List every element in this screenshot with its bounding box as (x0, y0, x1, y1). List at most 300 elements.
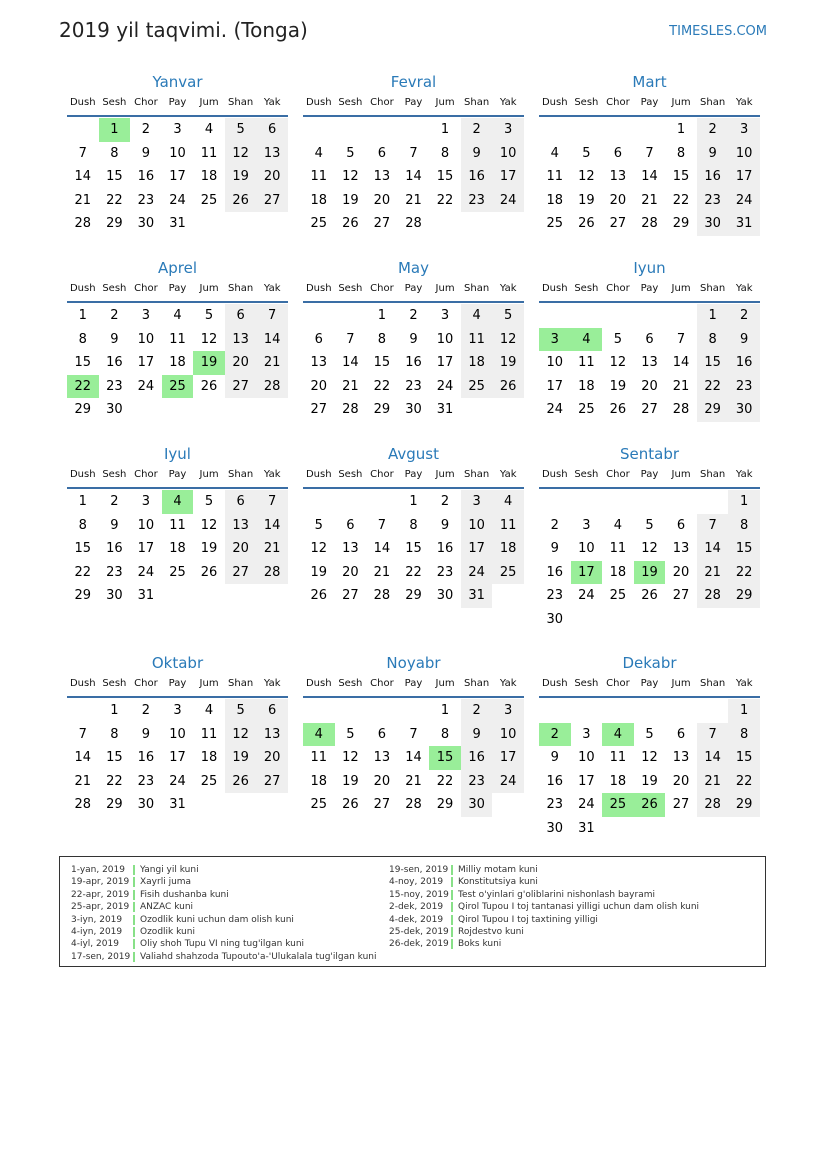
day-cell: 31 (578, 820, 595, 836)
day-cell: 24 (137, 564, 155, 580)
day-cell: 9 (728, 328, 760, 352)
weekday-header: Sesh (102, 283, 127, 294)
day-cell: 16 (137, 169, 155, 184)
day-cell: 4 (204, 122, 214, 137)
weekday-header: Sesh (574, 469, 599, 480)
weekday-header: Shan (228, 678, 254, 689)
day-cell: 25 (609, 588, 627, 603)
day-cell: 11 (310, 169, 328, 184)
day-cell: 8 (728, 723, 760, 747)
day-cell: 22 (728, 770, 760, 794)
weekday-header: Shan (700, 678, 726, 689)
weekday-header: Jum (671, 469, 691, 480)
day-cell: 13 (672, 750, 690, 765)
weekday-header: Dush (541, 469, 568, 480)
legend-date: 26-dek, 2019 (389, 939, 449, 950)
weekday-header: Yak (263, 678, 281, 689)
day-cell: 29 (106, 216, 123, 231)
day-cell: 27 (672, 797, 690, 812)
day-cell: 18 (310, 192, 328, 208)
weekday-header: Jum (199, 469, 219, 480)
month-name: Oktabr (151, 654, 204, 672)
day-cell: 21 (256, 537, 288, 561)
day-cell: 18 (609, 773, 627, 789)
header-divider (539, 696, 760, 698)
day-cell: 20 (256, 746, 288, 770)
day-cell: 18 (310, 773, 328, 789)
day-cell: 24 (546, 402, 564, 417)
day-cell: 20 (373, 192, 391, 208)
day-cell: 26 (310, 588, 328, 603)
legend-date: 25-apr, 2019 (71, 902, 130, 913)
day-cell: 14 (373, 541, 391, 556)
day-cell: 20 (310, 378, 328, 394)
holiday-day-cell: 4 (602, 723, 634, 747)
day-cell: 10 (137, 517, 155, 533)
day-cell: 25 (546, 216, 564, 231)
day-cell: 2 (141, 703, 151, 718)
weekday-header: Chor (134, 97, 158, 108)
day-cell: 11 (200, 726, 218, 742)
day-cell: 22 (436, 192, 454, 208)
day-cell: 13 (609, 169, 627, 184)
legend-marker (133, 865, 135, 875)
weekday-header: Pay (404, 678, 423, 689)
weekday-header: Shan (228, 283, 254, 294)
day-cell: 23 (546, 797, 564, 812)
day-cell: 15 (373, 355, 391, 370)
weekday-header: Sesh (338, 97, 363, 108)
month-name: Iyun (633, 259, 666, 277)
day-cell: 5 (582, 145, 591, 161)
day-cell: 24 (578, 797, 595, 812)
weekday-header: Jum (199, 283, 219, 294)
weekday-header: Pay (168, 678, 187, 689)
day-cell: 28 (74, 216, 92, 231)
day-cell: 22 (405, 564, 422, 580)
day-cell: 20 (672, 564, 690, 580)
day-cell: 25 (169, 564, 186, 580)
day-cell: 30 (436, 588, 454, 603)
day-cell: 8 (110, 145, 119, 161)
header-divider (303, 696, 524, 698)
day-cell: 31 (461, 584, 493, 608)
day-cell: 26 (200, 378, 218, 394)
day-cell: 2 (141, 122, 151, 137)
day-cell: 25 (200, 773, 218, 789)
day-cell: 26 (641, 588, 658, 603)
weekday-header: Sesh (102, 678, 127, 689)
day-cell: 12 (310, 541, 328, 556)
day-cell: 28 (697, 584, 729, 608)
weekday-header: Yak (263, 469, 281, 480)
weekday-header: Pay (640, 283, 659, 294)
weekday-header: Dush (69, 97, 96, 108)
day-cell: 2 (461, 699, 493, 723)
day-cell: 13 (373, 750, 391, 765)
day-cell: 22 (106, 773, 123, 789)
day-cell: 11 (310, 750, 328, 765)
day-cell: 27 (310, 402, 328, 417)
weekday-header: Jum (435, 283, 455, 294)
day-cell: 8 (110, 726, 119, 742)
day-cell: 18 (461, 351, 493, 375)
day-cell: 4 (550, 145, 559, 161)
day-cell: 24 (492, 189, 524, 213)
day-cell: 23 (461, 189, 493, 213)
day-cell: 12 (200, 517, 218, 533)
day-cell: 24 (492, 770, 524, 794)
day-cell: 17 (492, 165, 524, 189)
holiday-day-cell: 15 (429, 746, 461, 770)
day-cell: 4 (492, 490, 524, 514)
day-cell: 30 (546, 611, 564, 627)
day-cell: 21 (405, 773, 422, 789)
weekday-header: Dush (305, 469, 332, 480)
day-cell: 21 (373, 564, 391, 580)
day-cell: 19 (492, 351, 524, 375)
day-cell: 31 (137, 588, 155, 603)
legend-name: Valiahd shahzoda Tupouto'a-'Ulukalala tug'ilgan kuni (140, 951, 377, 962)
day-cell: 13 (641, 355, 658, 370)
day-cell: 18 (169, 541, 186, 556)
day-cell: 7 (78, 726, 87, 742)
day-cell: 5 (613, 331, 623, 347)
day-cell: 17 (461, 537, 493, 561)
legend-name: Test o'yinlari g'oliblarini nishonlash bayrami (458, 889, 655, 900)
day-cell: 14 (256, 328, 288, 352)
day-cell: 31 (436, 402, 454, 417)
day-cell: 19 (578, 192, 595, 208)
day-cell: 1 (728, 699, 760, 723)
day-cell: 18 (169, 355, 186, 370)
day-cell: 30 (106, 402, 123, 417)
day-cell: 20 (225, 537, 257, 561)
day-cell: 12 (609, 355, 627, 370)
day-cell: 20 (641, 378, 658, 394)
month-name: Mart (632, 73, 667, 91)
day-cell: 7 (409, 145, 418, 161)
day-cell: 3 (173, 122, 182, 137)
day-cell: 25 (200, 192, 218, 208)
month-name: Yanvar (152, 73, 203, 91)
day-cell: 11 (609, 750, 627, 765)
weekday-header: Yak (735, 97, 753, 108)
month-name: Avgust (388, 445, 439, 463)
day-cell: 2 (409, 308, 418, 323)
day-cell: 27 (672, 588, 690, 603)
legend-marker (133, 877, 135, 887)
legend-date: 1-yan, 2019 (71, 865, 125, 875)
day-cell: 9 (697, 142, 729, 166)
day-cell: 25 (578, 402, 595, 417)
day-cell: 3 (440, 308, 450, 323)
day-cell: 23 (106, 378, 123, 394)
day-cell: 16 (106, 541, 123, 556)
day-cell: 1 (697, 304, 729, 328)
day-cell: 3 (492, 118, 524, 142)
page-title: 2019 yil taqvimi. (Tonga) (59, 18, 308, 42)
day-cell: 7 (645, 145, 654, 161)
day-cell: 25 (492, 561, 524, 585)
day-cell: 26 (492, 375, 524, 399)
header-divider (67, 487, 288, 489)
day-cell: 31 (169, 216, 186, 231)
day-cell: 23 (137, 773, 155, 789)
day-cell: 24 (728, 189, 760, 213)
day-cell: 20 (225, 351, 257, 375)
weekday-header: Pay (640, 97, 659, 108)
day-cell: 19 (641, 773, 658, 789)
day-cell: 16 (546, 564, 564, 580)
day-cell: 8 (409, 517, 418, 533)
day-cell: 14 (74, 750, 92, 765)
holiday-day-cell: 4 (162, 490, 194, 514)
day-cell: 13 (225, 328, 257, 352)
day-cell: 9 (461, 723, 493, 747)
holiday-day-cell: 4 (303, 723, 335, 747)
header-divider (303, 487, 524, 489)
day-cell: 28 (342, 402, 359, 417)
day-cell: 28 (256, 375, 288, 399)
day-cell: 7 (697, 723, 729, 747)
day-cell: 10 (169, 145, 186, 161)
legend-marker (133, 902, 135, 912)
day-cell: 11 (200, 145, 218, 161)
day-cell: 17 (436, 355, 454, 370)
day-cell: 27 (225, 375, 257, 399)
day-cell: 7 (346, 331, 355, 347)
legend-marker (451, 939, 453, 949)
day-cell: 19 (225, 746, 257, 770)
brand-link[interactable]: TIMESLES.COM (669, 24, 767, 39)
holiday-day-cell: 22 (67, 375, 99, 399)
weekday-header: Pay (168, 97, 187, 108)
legend-marker (451, 902, 453, 912)
weekday-header: Shan (700, 469, 726, 480)
day-cell: 11 (578, 355, 595, 370)
weekday-header: Chor (370, 283, 394, 294)
weekday-header: Yak (263, 283, 281, 294)
day-cell: 2 (110, 308, 119, 323)
day-cell: 10 (461, 514, 493, 538)
day-cell: 5 (645, 517, 654, 533)
weekday-header: Shan (228, 97, 254, 108)
day-cell: 19 (310, 564, 328, 580)
day-cell: 14 (256, 514, 288, 538)
day-cell: 2 (461, 118, 493, 142)
day-cell: 7 (409, 726, 418, 742)
day-cell: 8 (78, 331, 87, 347)
day-cell: 1 (78, 308, 87, 323)
day-cell: 13 (256, 142, 288, 166)
day-cell: 2 (440, 494, 450, 509)
day-cell: 12 (641, 750, 658, 765)
day-cell: 28 (405, 216, 422, 231)
weekday-header: Dush (541, 97, 568, 108)
day-cell: 22 (373, 378, 391, 394)
legend-name: Oliy shoh Tupu VI ning tug'ilgan kuni (140, 939, 305, 950)
day-cell: 4 (461, 304, 493, 328)
day-cell: 24 (578, 588, 595, 603)
month-name: Dekabr (622, 654, 677, 672)
day-cell: 7 (697, 514, 729, 538)
legend-name: Fisih dushanba kuni (140, 889, 229, 900)
day-cell: 30 (697, 212, 729, 236)
day-cell: 17 (137, 355, 155, 370)
day-cell: 18 (492, 537, 524, 561)
day-cell: 15 (106, 169, 123, 184)
day-cell: 10 (578, 541, 595, 556)
day-cell: 1 (377, 308, 387, 323)
legend-marker (451, 915, 453, 925)
day-cell: 11 (609, 541, 627, 556)
weekday-header: Yak (735, 283, 753, 294)
day-cell: 26 (342, 797, 359, 812)
day-cell: 30 (106, 588, 123, 603)
day-cell: 27 (373, 216, 391, 231)
weekday-header: Shan (464, 283, 490, 294)
day-cell: 23 (405, 378, 422, 394)
day-cell: 8 (78, 517, 87, 533)
day-cell: 21 (342, 378, 359, 394)
day-cell: 20 (256, 165, 288, 189)
day-cell: 26 (342, 216, 359, 231)
day-cell: 9 (110, 331, 119, 347)
legend-date: 3-iyn, 2019 (71, 914, 123, 925)
weekday-header: Jum (435, 469, 455, 480)
day-cell: 22 (672, 192, 690, 208)
day-cell: 17 (578, 773, 595, 789)
day-cell: 25 (461, 375, 493, 399)
day-cell: 19 (342, 773, 359, 789)
day-cell: 5 (204, 308, 214, 323)
day-cell: 26 (200, 564, 218, 580)
day-cell: 4 (173, 308, 182, 323)
day-cell: 26 (578, 216, 595, 231)
weekday-header: Chor (606, 678, 630, 689)
legend-name: Xayrli juma (140, 877, 192, 888)
day-cell: 22 (106, 192, 123, 208)
day-cell: 6 (613, 145, 623, 161)
day-cell: 14 (697, 746, 729, 770)
day-cell: 30 (461, 793, 493, 817)
day-cell: 10 (492, 723, 524, 747)
weekday-header: Pay (640, 469, 659, 480)
day-cell: 28 (74, 797, 92, 812)
weekday-header: Dush (305, 283, 332, 294)
day-cell: 16 (461, 746, 493, 770)
day-cell: 14 (74, 169, 92, 184)
day-cell: 10 (137, 331, 155, 347)
day-cell: 14 (405, 750, 422, 765)
day-cell: 19 (225, 165, 257, 189)
day-cell: 16 (461, 165, 493, 189)
day-cell: 3 (461, 490, 493, 514)
day-cell: 9 (550, 541, 559, 556)
day-cell: 9 (141, 726, 151, 742)
day-cell: 1 (676, 122, 686, 137)
day-cell: 6 (225, 304, 257, 328)
legend-date: 17-sen, 2019 (71, 951, 131, 962)
day-cell: 27 (256, 770, 288, 794)
day-cell: 17 (492, 746, 524, 770)
day-cell: 20 (609, 192, 627, 208)
weekday-header: Pay (404, 469, 423, 480)
day-cell: 11 (461, 328, 493, 352)
day-cell: 1 (440, 703, 450, 718)
day-cell: 7 (78, 145, 87, 161)
month-name: Noyabr (386, 654, 441, 672)
day-cell: 21 (697, 561, 729, 585)
weekday-header: Shan (700, 283, 726, 294)
day-cell: 29 (405, 588, 422, 603)
day-cell: 30 (546, 820, 564, 836)
day-cell: 31 (728, 212, 760, 236)
day-cell: 20 (672, 773, 690, 789)
day-cell: 20 (373, 773, 391, 789)
day-cell: 12 (342, 750, 359, 765)
weekday-header: Yak (499, 469, 517, 480)
day-cell: 4 (204, 703, 214, 718)
day-cell: 8 (697, 328, 729, 352)
day-cell: 21 (697, 770, 729, 794)
day-cell: 21 (405, 192, 422, 208)
day-cell: 13 (342, 541, 359, 556)
month-name: Sentabr (619, 445, 680, 463)
day-cell: 5 (204, 494, 214, 509)
header-divider (539, 301, 760, 303)
holiday-day-cell: 26 (634, 793, 666, 817)
weekday-header: Shan (700, 97, 726, 108)
day-cell: 15 (697, 351, 729, 375)
legend-name: Ozodlik kuni uchun dam olish kuni (140, 914, 294, 925)
holiday-day-cell: 19 (634, 561, 666, 585)
day-cell: 3 (141, 494, 151, 509)
weekday-header: Jum (671, 283, 691, 294)
legend-marker (451, 877, 453, 887)
day-cell: 14 (697, 537, 729, 561)
day-cell: 23 (106, 564, 123, 580)
legend-name: ANZAC kuni (140, 902, 194, 913)
weekday-header: Yak (499, 97, 517, 108)
day-cell: 7 (676, 331, 686, 347)
day-cell: 16 (137, 750, 155, 765)
day-cell: 8 (440, 726, 450, 742)
weekday-header: Chor (370, 97, 394, 108)
day-cell: 10 (578, 750, 595, 765)
weekday-header: Dush (69, 678, 96, 689)
day-cell: 6 (676, 517, 686, 533)
day-cell: 29 (106, 797, 123, 812)
day-cell: 21 (74, 773, 92, 789)
day-cell: 17 (137, 541, 155, 556)
day-cell: 18 (546, 192, 564, 208)
weekday-header: Chor (606, 97, 630, 108)
day-cell: 15 (74, 355, 92, 370)
day-cell: 5 (492, 304, 524, 328)
day-cell: 22 (728, 561, 760, 585)
weekday-header: Jum (671, 678, 691, 689)
month-name: Fevral (390, 73, 437, 91)
day-cell: 13 (256, 723, 288, 747)
day-cell: 14 (342, 355, 359, 370)
header-divider (303, 301, 524, 303)
day-cell: 27 (373, 797, 391, 812)
day-cell: 24 (137, 378, 155, 394)
day-cell: 5 (314, 517, 323, 533)
day-cell: 29 (672, 216, 690, 231)
